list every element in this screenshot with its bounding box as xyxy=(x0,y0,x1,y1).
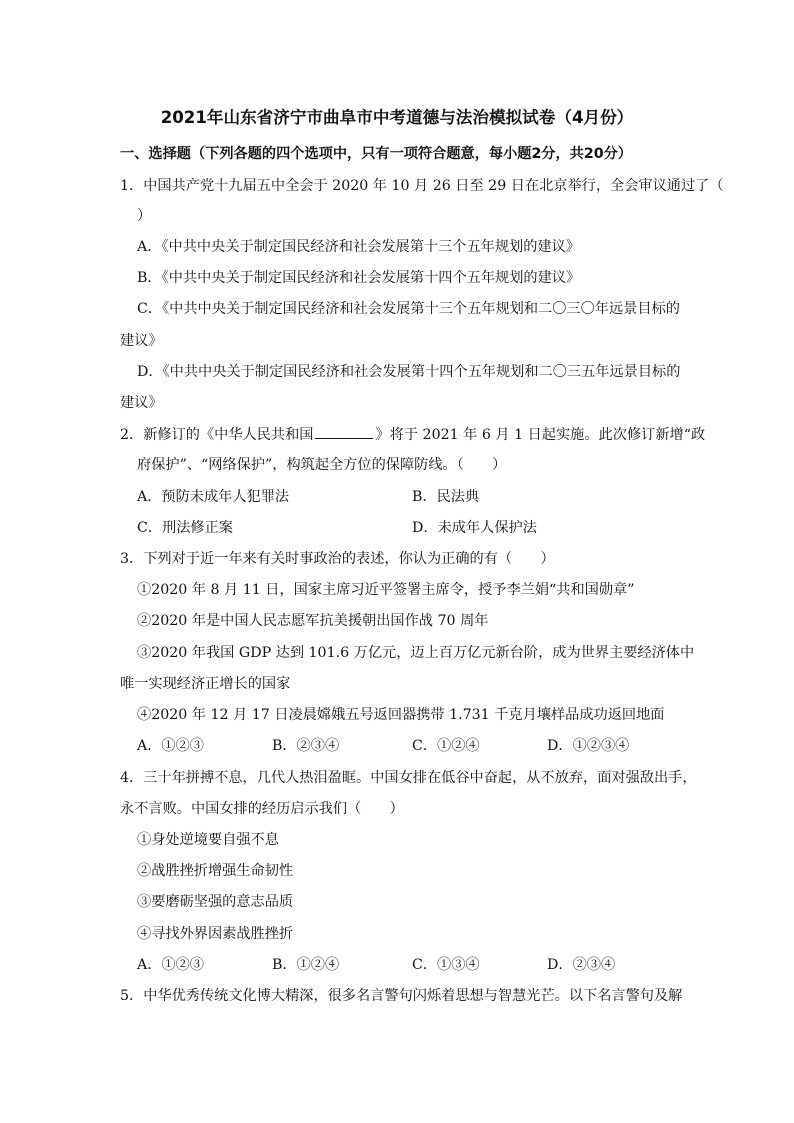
page-title: 2021年山东省济宁市曲阜市中考道德与法治模拟试卷（4月份） xyxy=(160,108,634,127)
question-4-item-2: ②战胜挫折增强生命韧性 xyxy=(137,863,294,879)
question-3-stem: 3．下列对于近一年来有关时事政治的表述，你认为正确的有（ ） xyxy=(120,551,555,567)
question-2-option-c: C．刑法修正案 xyxy=(137,520,233,536)
question-1-option-d-cont: 建议》 xyxy=(120,395,163,411)
question-2-stem-part-a: 2．新修订的《中华人民共和国 xyxy=(120,427,314,443)
question-2-stem xyxy=(120,424,705,445)
question-1-option-c-cont: 建议》 xyxy=(120,333,163,349)
question-1-option-b: B．《中共中央关于制定国民经济和社会发展第十四个五年规划的建议》 xyxy=(137,270,581,286)
question-1-stem: 1．中国共产党十九届五中全会于 2020 年 10 月 26 日至 29 日在北京举行，全会审议通过了（ xyxy=(120,178,724,194)
section-heading: 一、选择题（下列各题的四个选项中，只有一项符合题意，每小题2分，共20分） xyxy=(120,146,632,162)
question-1-option-a: A．《中共中央关于制定国民经济和社会发展第十三个五年规划的建议》 xyxy=(137,239,580,255)
question-3-option-b: B．②③④ xyxy=(272,738,340,754)
question-4-option-d: D．②③④ xyxy=(547,957,616,973)
question-4-item-4: ④寻找外界因素战胜挫折 xyxy=(137,926,294,942)
question-3-item-1: ①2020 年 8 月 11 日，国家主席习近平签署主席令，授予李兰娟“共和国勋章” xyxy=(137,582,635,598)
question-4-item-3: ③要磨砺坚强的意志品质 xyxy=(137,894,294,910)
question-4-option-b: B．①②④ xyxy=(272,957,340,973)
question-1-option-c: C．《中共中央关于制定国民经济和社会发展第十三个五年规划和二〇三〇年远景目标的 xyxy=(137,301,680,317)
question-3-item-3-cont: 唯一实现经济正增长的国家 xyxy=(120,676,291,692)
question-2-option-d: D．未成年人保护法 xyxy=(412,520,537,536)
question-2-stem-cont: 府保护”、“网络保护”，构筑起全方位的保障防线。（ ） xyxy=(137,457,507,473)
question-4-stem-cont: 永不言败。中国女排的经历启示我们（ ） xyxy=(120,801,404,817)
question-2-option-b: B．民法典 xyxy=(412,489,480,505)
question-2-option-a: A．预防未成年人犯罪法 xyxy=(137,489,290,505)
question-3-option-a: A．①②③ xyxy=(137,738,204,754)
question-3-option-c: C．①②④ xyxy=(412,738,480,754)
question-3-item-3: ③2020 年我国 GDP 达到 101.6 万亿元，迈上百万亿元新台阶，成为世界主要经济体中 xyxy=(137,645,695,661)
question-5-stem: 5．中华优秀传统文化博大精深，很多名言警句闪烁着思想与智慧光芒。以下名言警句及解 xyxy=(120,988,683,1004)
question-2-stem-part-b: 》将于 2021 年 6 月 1 日起实施。此次修订新增“政 xyxy=(375,427,706,443)
question-1-option-d: D．《中共中央关于制定国民经济和社会发展第十四个五年规划和二〇三五年远景目标的 xyxy=(137,364,681,380)
question-4-item-1: ①身处逆境要自强不息 xyxy=(137,832,279,848)
question-3-item-2: ②2020 年是中国人民志愿军抗美援朝出国作战 70 周年 xyxy=(137,613,489,629)
question-3-option-d: D．①②③④ xyxy=(547,738,630,754)
question-1-stem-cont: ） xyxy=(137,208,152,224)
fill-in-blank xyxy=(315,424,373,439)
question-4-option-c: C．①③④ xyxy=(412,957,480,973)
question-3-item-4: ④2020 年 12 月 17 日凌晨嫦娥五号返回器携带 1.731 千克月壤样品成功返回地面 xyxy=(137,707,665,723)
question-4-stem: 4．三十年拼搏不息，几代人热泪盈眶。中国女排在低谷中奋起，从不放弃，面对强敌出手， xyxy=(120,770,697,786)
question-4-option-a: A．①②③ xyxy=(137,957,204,973)
